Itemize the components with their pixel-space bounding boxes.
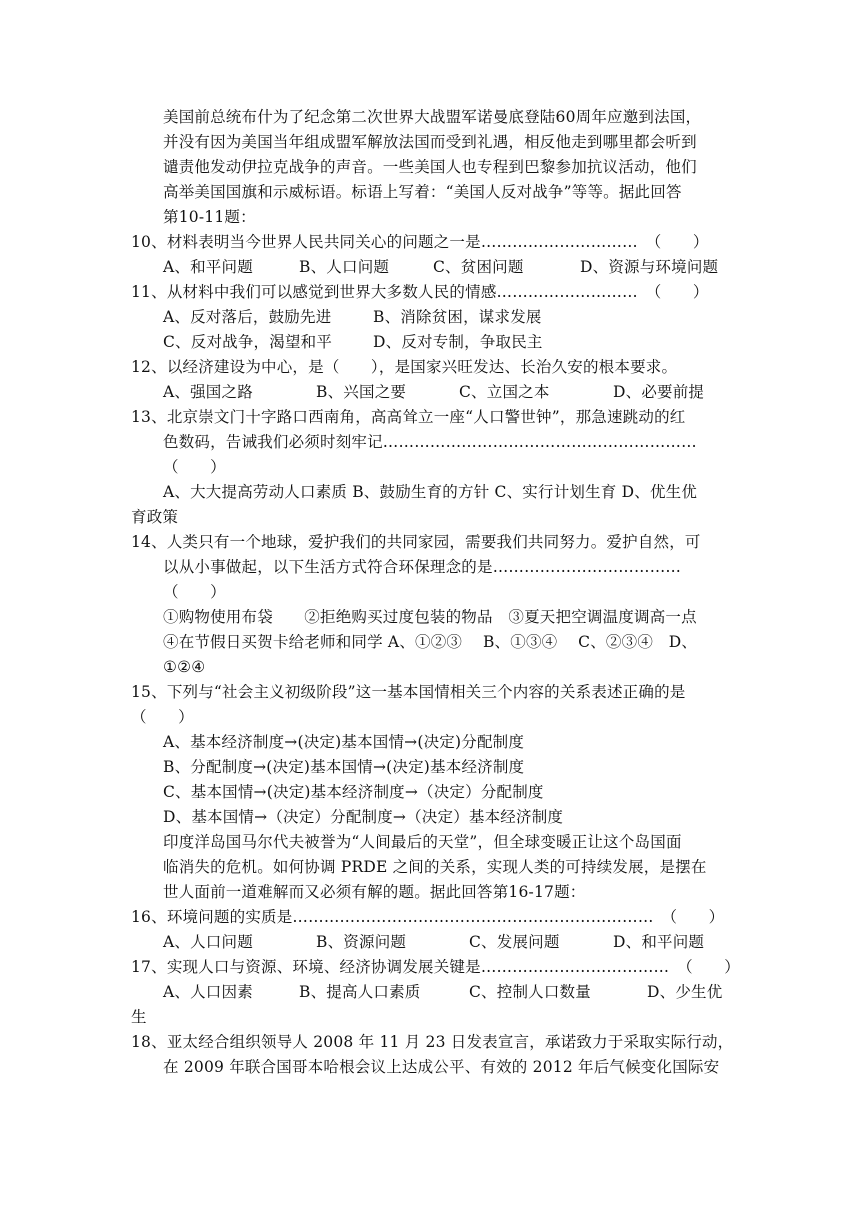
intro-2-line: 临消失的危机。如何协调 PRDE 之间的关系，实现人类的可持续发展，是摆在 <box>163 858 707 876</box>
question-15-option-c: C、基本国情→(决定)基本经济制度→（决定）分配制度 <box>163 783 544 801</box>
question-13-answer-bracket: （ ） <box>163 458 226 476</box>
question-17-option-c: C、控制人口数量 <box>469 983 591 1001</box>
intro-1-line: 第10-11题： <box>163 208 256 226</box>
question-14-items: ①购物使用布袋 ②拒绝购买过度包装的物品 ③夏天把空调温度调高一点 <box>163 608 697 626</box>
question-17-stem: 17、实现人口与资源、环境、经济协调发展关键是……………………………… （ ） <box>131 958 740 976</box>
question-18-line: 18、亚太经合组织领导人 2008 年 11 月 23 日发表宣言，承诺致力于采取实际行动， <box>131 1033 734 1051</box>
question-13-line: 13、北京崇文门十字路口西南角，高高耸立一座“人口警世钟”，那急速跳动的红 <box>131 408 686 426</box>
intro-1-line: 谴责他发动伊拉克战争的声音。一些美国人也专程到巴黎参加抗议活动，他们 <box>163 158 697 176</box>
question-12-option-c: C、立国之本 <box>459 383 550 401</box>
question-17-option-a: A、人口因素 <box>163 983 253 1001</box>
question-17-option-d-wrap: 生 <box>131 1008 147 1026</box>
question-14-items-options: ④在节假日买贺卡给老师和同学 A、①②③ B、①③④ C、②③④ D、 <box>163 633 698 651</box>
question-17-option-b: B、提高人口素质 <box>299 983 421 1001</box>
intro-1-line: 美国前总统布什为了纪念第二次世界大战盟军诺曼底登陆60周年应邀到法国， <box>163 108 702 126</box>
question-12-option-d: D、必要前提 <box>613 383 705 401</box>
question-11-option-a: A、反对落后，鼓励先进 <box>163 308 332 326</box>
question-13-options: A、大大提高劳动人口素质 B、鼓励生育的方针 C、实行计划生育 D、优生优 <box>163 483 698 501</box>
question-13-line: 色数码，告诫我们必须时刻牢记…………………………………………………… <box>163 433 697 451</box>
question-18-line: 在 2009 年联合国哥本哈根会议上达成公平、有效的 2012 年后气候变化国际安 <box>163 1058 720 1076</box>
question-15-option-d: D、基本国情→（决定）分配制度→（决定）基本经济制度 <box>163 808 564 826</box>
question-16-option-a: A、人口问题 <box>163 933 253 951</box>
question-15-answer-bracket: （ ） <box>131 708 194 726</box>
question-13-options-wrap: 育政策 <box>131 508 179 526</box>
question-11-option-d: D、反对专制，争取民主 <box>373 333 543 351</box>
question-10-option-a: A、和平问题 <box>163 258 253 276</box>
question-16-option-c: C、发展问题 <box>469 933 560 951</box>
question-15-option-a: A、基本经济制度→(决定)基本国情→(决定)分配制度 <box>163 733 525 751</box>
question-14-answer-bracket: （ ） <box>163 583 226 601</box>
question-12-option-a: A、强国之路 <box>163 383 253 401</box>
question-14-line: 14、人类只有一个地球，爱护我们的共同家园，需要我们共同努力。爱护自然，可 <box>131 533 701 551</box>
question-11-option-c: C、反对战争，渴望和平 <box>163 333 333 351</box>
question-12-stem: 12、以经济建设为中心，是（ ），是国家兴旺发达、长治久安的根本要求。 <box>131 358 678 376</box>
question-12-option-b: B、兴国之要 <box>316 383 407 401</box>
question-16-stem: 16、环境问题的实质是…………………………………………………………… （ ） <box>131 908 725 926</box>
question-10-option-c: C、贫困问题 <box>433 258 524 276</box>
question-16-option-b: B、资源问题 <box>316 933 407 951</box>
intro-1-line: 并没有因为美国当年组成盟军解放法国而受到礼遇，相反他走到哪里都会听到 <box>163 133 697 151</box>
question-14-line: 以从小事做起，以下生活方式符合环保理念的是……………………………… <box>163 558 682 576</box>
intro-2-line: 印度洋岛国马尔代夫被誉为“人间最后的天堂”，但全球变暖正让这个岛国面 <box>163 833 682 851</box>
question-16-option-d: D、和平问题 <box>613 933 705 951</box>
question-17-option-d: D、少生优 <box>647 983 723 1001</box>
question-11-option-b: B、消除贫困，谋求发展 <box>373 308 542 326</box>
question-11-stem: 11、从材料中我们可以感觉到世界大多数人民的情感……………………… （ ） <box>131 283 709 301</box>
intro-2-line: 世人面前一道难解而又必须有解的题。据此回答第16-17题： <box>163 883 586 901</box>
question-15-stem: 15、下列与“社会主义初级阶段”这一基本国情相关三个内容的关系表述正确的是 <box>131 683 686 701</box>
question-15-option-b: B、分配制度→(决定)基本国情→(决定)基本经济制度 <box>163 758 525 776</box>
intro-1-line: 高举美国国旗和示威标语。标语上写着：“美国人反对战争”等等。据此回答 <box>163 183 682 201</box>
question-10-option-b: B、人口问题 <box>299 258 390 276</box>
question-10-stem: 10、材料表明当今世界人民共同关心的问题之一是………………………… （ ） <box>131 233 709 251</box>
question-14-options-wrap: ①②④ <box>163 658 206 676</box>
question-10-option-d: D、资源与环境问题 <box>580 258 719 276</box>
